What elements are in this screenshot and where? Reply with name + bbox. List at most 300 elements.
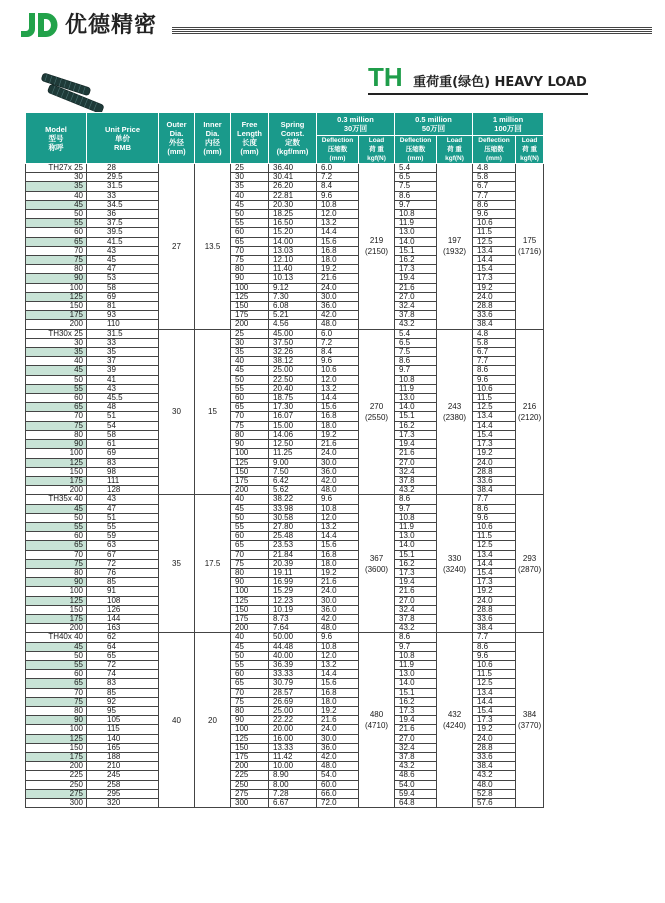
deflection-1m-cell: 9.6 xyxy=(473,513,516,522)
free-length-cell: 275 xyxy=(231,789,269,798)
deflection-0.3m-cell: 18.0 xyxy=(317,697,359,706)
deflection-0.3m-cell: 16.8 xyxy=(317,688,359,697)
spring-const-cell: 27.80 xyxy=(269,522,317,531)
deflection-0.3m-cell: 48.0 xyxy=(317,320,359,329)
deflection-1m-cell: 14.4 xyxy=(473,421,516,430)
spring-const-cell: 30.79 xyxy=(269,679,317,688)
price-cell: 108 xyxy=(87,596,159,605)
deflection-0.3m-cell: 21.6 xyxy=(317,716,359,725)
deflection-0.3m-cell: 13.2 xyxy=(317,522,359,531)
model-cell: 70 xyxy=(26,550,87,559)
model-cell: 225 xyxy=(26,771,87,780)
deflection-1m-cell: 12.5 xyxy=(473,679,516,688)
deflection-1m-cell: 19.2 xyxy=(473,283,516,292)
spring-spec-table xyxy=(25,112,544,808)
load-0.5m-cell xyxy=(437,329,473,495)
deflection-0.5m-cell: 37.8 xyxy=(395,476,437,485)
deflection-0.3m-cell: 19.2 xyxy=(317,568,359,577)
model-cell: 50 xyxy=(26,513,87,522)
table-row xyxy=(26,495,544,504)
price-cell: 165 xyxy=(87,743,159,752)
load-0.5m-cell-newton: (1932) xyxy=(442,247,467,257)
model-cell: 200 xyxy=(26,486,87,495)
deflection-1m-cell: 33.6 xyxy=(473,476,516,485)
header-line: Deflection xyxy=(478,137,510,144)
deflection-0.3m-cell: 21.6 xyxy=(317,274,359,283)
free-length-cell: 150 xyxy=(231,743,269,752)
load-0.3m-cell xyxy=(359,329,395,495)
deflection-1m-cell: 24.0 xyxy=(473,596,516,605)
load-0.3m-cell-newton: (2550) xyxy=(364,412,389,422)
model-cell: 200 xyxy=(26,320,87,329)
load-0.3m-cell-kgf: 270 xyxy=(369,401,384,411)
deflection-0.5m-cell: 11.9 xyxy=(395,384,437,393)
deflection-1m-cell: 19.2 xyxy=(473,587,516,596)
price-cell: 33 xyxy=(87,338,159,347)
spring-const-cell: 15.29 xyxy=(269,587,317,596)
free-length-cell: 40 xyxy=(231,495,269,504)
model-cell: 70 xyxy=(26,246,87,255)
deflection-0.3m-cell: 14.4 xyxy=(317,532,359,541)
price-cell: 83 xyxy=(87,458,159,467)
deflection-0.5m-cell: 15.1 xyxy=(395,246,437,255)
deflection-0.3m-cell: 13.2 xyxy=(317,660,359,669)
deflection-0.5m-cell: 9.7 xyxy=(395,200,437,209)
spring-const-cell: 10.19 xyxy=(269,605,317,614)
spring-const-cell: 21.84 xyxy=(269,550,317,559)
deflection-0.3m-cell: 24.0 xyxy=(317,725,359,734)
deflection-0.3m-cell: 9.6 xyxy=(317,633,359,642)
deflection-1m-cell: 17.3 xyxy=(473,716,516,725)
deflection-0.3m-cell: 7.2 xyxy=(317,173,359,182)
deflection-0.5m-cell: 5.4 xyxy=(395,164,437,173)
price-cell: 295 xyxy=(87,789,159,798)
model-cell: 60 xyxy=(26,670,87,679)
load-0.5m-cell-kgf: 432 xyxy=(447,710,462,720)
header-line: 30万回 xyxy=(343,124,368,133)
deflection-1m-cell: 52.8 xyxy=(473,789,516,798)
free-length-cell: 100 xyxy=(231,283,269,292)
header-line: 0.3 million xyxy=(337,115,374,124)
deflection-0.3m-cell: 42.0 xyxy=(317,311,359,320)
deflection-0.5m-cell: 7.5 xyxy=(395,182,437,191)
price-cell: 35 xyxy=(87,348,159,357)
deflection-0.5m-cell: 19.4 xyxy=(395,578,437,587)
free-length-cell: 50 xyxy=(231,513,269,522)
spring-const-cell: 40.00 xyxy=(269,651,317,660)
price-cell: 188 xyxy=(87,753,159,762)
deflection-1m-cell: 4.8 xyxy=(473,164,516,173)
deflection-0.3m-cell: 60.0 xyxy=(317,780,359,789)
model-cell: 50 xyxy=(26,210,87,219)
header-group-0.5m xyxy=(395,113,473,136)
price-cell: 47 xyxy=(87,504,159,513)
load-1m-cell xyxy=(516,633,544,808)
free-length-cell: 70 xyxy=(231,246,269,255)
header-line: (mm) xyxy=(329,155,346,162)
price-cell: 115 xyxy=(87,725,159,734)
model-cell: 45 xyxy=(26,366,87,375)
spring-const-cell: 7.64 xyxy=(269,624,317,633)
free-length-cell: 125 xyxy=(231,458,269,467)
free-length-cell: 60 xyxy=(231,228,269,237)
deflection-0.5m-cell: 7.5 xyxy=(395,348,437,357)
model-cell: 200 xyxy=(26,624,87,633)
deflection-1m-cell: 7.7 xyxy=(473,633,516,642)
deflection-0.5m-cell: 64.8 xyxy=(395,799,437,808)
deflection-0.3m-cell: 54.0 xyxy=(317,771,359,780)
price-cell: 51 xyxy=(87,412,159,421)
deflection-0.5m-cell: 27.0 xyxy=(395,596,437,605)
load-1m-cell xyxy=(516,495,544,633)
price-cell: 74 xyxy=(87,670,159,679)
header-outer-dia xyxy=(159,113,195,164)
model-cell: 75 xyxy=(26,559,87,568)
free-length-cell: 55 xyxy=(231,219,269,228)
spring-const-cell: 22.22 xyxy=(269,716,317,725)
model-cell: 50 xyxy=(26,651,87,660)
header-line: 0.5 million xyxy=(415,115,452,124)
spring-const-cell: 19.11 xyxy=(269,568,317,577)
spring-const-cell: 8.00 xyxy=(269,780,317,789)
deflection-0.5m-cell: 13.0 xyxy=(395,228,437,237)
spring-const-cell: 16.99 xyxy=(269,578,317,587)
deflection-1m-cell: 13.4 xyxy=(473,688,516,697)
deflection-0.3m-cell: 10.8 xyxy=(317,504,359,513)
deflection-0.5m-cell: 27.0 xyxy=(395,734,437,743)
deflection-1m-cell: 8.6 xyxy=(473,504,516,513)
price-cell: 39.5 xyxy=(87,228,159,237)
spring-const-cell: 13.03 xyxy=(269,246,317,255)
model-cell: 60 xyxy=(26,394,87,403)
load-0.5m-cell-newton: (2380) xyxy=(442,412,467,422)
deflection-0.3m-cell: 15.6 xyxy=(317,541,359,550)
deflection-0.5m-cell: 21.6 xyxy=(395,725,437,734)
load-1m-cell-kgf: 175 xyxy=(522,236,537,246)
outer-dia-cell: 27 xyxy=(159,164,195,330)
deflection-1m-cell: 12.5 xyxy=(473,237,516,246)
price-cell: 83 xyxy=(87,679,159,688)
free-length-cell: 75 xyxy=(231,256,269,265)
price-cell: 58 xyxy=(87,430,159,439)
spring-const-cell: 45.00 xyxy=(269,329,317,338)
deflection-1m-cell: 14.4 xyxy=(473,697,516,706)
model-cell: 150 xyxy=(26,743,87,752)
deflection-0.5m-cell: 13.0 xyxy=(395,670,437,679)
spring-const-cell: 50.00 xyxy=(269,633,317,642)
deflection-1m-cell: 38.4 xyxy=(473,762,516,771)
deflection-0.3m-cell: 8.4 xyxy=(317,348,359,357)
deflection-0.5m-cell: 43.2 xyxy=(395,624,437,633)
spring-const-cell: 23.53 xyxy=(269,541,317,550)
deflection-0.3m-cell: 8.4 xyxy=(317,182,359,191)
price-cell: 43 xyxy=(87,495,159,504)
header-line: 压缩数 xyxy=(484,146,504,153)
price-cell: 37 xyxy=(87,357,159,366)
deflection-1m-cell: 11.5 xyxy=(473,670,516,679)
deflection-0.3m-cell: 42.0 xyxy=(317,753,359,762)
price-cell: 85 xyxy=(87,578,159,587)
header-line: 50万回 xyxy=(421,124,446,133)
model-cell: 275 xyxy=(26,789,87,798)
deflection-0.5m-cell: 9.7 xyxy=(395,642,437,651)
outer-dia-cell: 30 xyxy=(159,329,195,495)
spring-const-cell: 15.00 xyxy=(269,421,317,430)
deflection-1m-cell: 38.4 xyxy=(473,486,516,495)
spring-const-cell: 25.00 xyxy=(269,366,317,375)
deflection-1m-cell: 8.6 xyxy=(473,200,516,209)
free-length-cell: 175 xyxy=(231,476,269,485)
header-line: 荷 重 xyxy=(447,146,462,153)
spring-const-cell: 30.58 xyxy=(269,513,317,522)
deflection-1m-cell: 7.7 xyxy=(473,357,516,366)
deflection-1m-cell: 33.6 xyxy=(473,614,516,623)
load-0.3m-cell-kgf: 367 xyxy=(369,553,384,563)
price-cell: 95 xyxy=(87,706,159,715)
price-cell: 163 xyxy=(87,624,159,633)
spring-const-cell: 10.13 xyxy=(269,274,317,283)
deflection-0.5m-cell: 17.3 xyxy=(395,706,437,715)
free-length-cell: 80 xyxy=(231,265,269,274)
header-line: 压缩数 xyxy=(327,146,348,153)
free-length-cell: 90 xyxy=(231,716,269,725)
deflection-0.5m-cell: 16.2 xyxy=(395,256,437,265)
model-cell: TH27x 25 xyxy=(26,164,87,173)
spring-const-cell: 18.75 xyxy=(269,394,317,403)
model-cell: 80 xyxy=(26,265,87,274)
deflection-0.3m-cell: 16.8 xyxy=(317,246,359,255)
free-length-cell: 60 xyxy=(231,670,269,679)
free-length-cell: 55 xyxy=(231,384,269,393)
free-length-cell: 55 xyxy=(231,660,269,669)
deflection-0.5m-cell: 48.6 xyxy=(395,771,437,780)
model-cell: 35 xyxy=(26,348,87,357)
free-length-cell: 55 xyxy=(231,522,269,531)
deflection-1m-cell: 24.0 xyxy=(473,458,516,467)
price-cell: 58 xyxy=(87,283,159,292)
header-line: (mm) xyxy=(486,155,502,162)
price-cell: 258 xyxy=(87,780,159,789)
deflection-1m-cell: 5.8 xyxy=(473,338,516,347)
outer-dia-cell: 35 xyxy=(159,495,195,633)
company-logo xyxy=(20,12,58,38)
deflection-1m-cell: 24.0 xyxy=(473,734,516,743)
deflection-0.3m-cell: 36.0 xyxy=(317,605,359,614)
deflection-0.3m-cell: 12.0 xyxy=(317,210,359,219)
model-cell: 175 xyxy=(26,614,87,623)
spring-const-cell: 20.40 xyxy=(269,384,317,393)
spring-const-cell: 26.69 xyxy=(269,697,317,706)
model-cell: 175 xyxy=(26,476,87,485)
deflection-1m-cell: 9.6 xyxy=(473,210,516,219)
deflection-0.3m-cell: 18.0 xyxy=(317,256,359,265)
header-line: 称呼 xyxy=(48,142,64,152)
deflection-0.5m-cell: 19.4 xyxy=(395,440,437,449)
free-length-cell: 70 xyxy=(231,550,269,559)
price-cell: 105 xyxy=(87,716,159,725)
deflection-0.5m-cell: 43.2 xyxy=(395,762,437,771)
free-length-cell: 65 xyxy=(231,679,269,688)
deflection-1m-cell: 28.8 xyxy=(473,467,516,476)
deflection-1m-cell: 17.3 xyxy=(473,440,516,449)
deflection-1m-cell: 17.3 xyxy=(473,274,516,283)
price-cell: 72 xyxy=(87,660,159,669)
load-1m-cell-kgf: 293 xyxy=(522,553,537,563)
inner-dia-cell: 13.5 xyxy=(195,164,231,330)
deflection-1m-cell: 5.8 xyxy=(473,173,516,182)
deflection-0.5m-cell: 14.0 xyxy=(395,403,437,412)
series-code: TH xyxy=(368,62,403,92)
deflection-0.5m-cell: 43.2 xyxy=(395,486,437,495)
load-0.5m-cell xyxy=(437,495,473,633)
free-length-cell: 65 xyxy=(231,403,269,412)
price-cell: 128 xyxy=(87,486,159,495)
deflection-0.3m-cell: 21.6 xyxy=(317,578,359,587)
model-cell: 75 xyxy=(26,256,87,265)
load-0.5m-cell-newton: (3240) xyxy=(442,564,467,574)
deflection-0.3m-cell: 21.6 xyxy=(317,440,359,449)
free-length-cell: 250 xyxy=(231,780,269,789)
deflection-0.5m-cell: 17.3 xyxy=(395,568,437,577)
price-cell: 45.5 xyxy=(87,394,159,403)
price-cell: 210 xyxy=(87,762,159,771)
spring-const-cell: 9.00 xyxy=(269,458,317,467)
deflection-1m-cell: 8.6 xyxy=(473,366,516,375)
deflection-0.5m-cell: 54.0 xyxy=(395,780,437,789)
price-cell: 43 xyxy=(87,246,159,255)
load-0.3m-cell xyxy=(359,633,395,808)
price-cell: 144 xyxy=(87,614,159,623)
free-length-cell: 150 xyxy=(231,605,269,614)
header-group-0.3m xyxy=(317,113,395,136)
deflection-1m-cell: 28.8 xyxy=(473,605,516,614)
header-line: Outer xyxy=(166,120,187,129)
deflection-0.5m-cell: 11.9 xyxy=(395,219,437,228)
deflection-0.3m-cell: 9.6 xyxy=(317,495,359,504)
deflection-0.3m-cell: 18.0 xyxy=(317,421,359,430)
free-length-cell: 25 xyxy=(231,329,269,338)
deflection-0.5m-cell: 37.8 xyxy=(395,614,437,623)
deflection-1m-cell: 15.4 xyxy=(473,706,516,715)
free-length-cell: 70 xyxy=(231,412,269,421)
price-cell: 126 xyxy=(87,605,159,614)
price-cell: 45 xyxy=(87,256,159,265)
deflection-1m-cell: 28.8 xyxy=(473,743,516,752)
price-cell: 29.5 xyxy=(87,173,159,182)
deflection-0.5m-cell: 6.5 xyxy=(395,338,437,347)
price-cell: 81 xyxy=(87,302,159,311)
deflection-1m-cell: 15.4 xyxy=(473,430,516,439)
model-cell: 60 xyxy=(26,532,87,541)
spring-const-cell: 16.50 xyxy=(269,219,317,228)
free-length-cell: 35 xyxy=(231,348,269,357)
deflection-0.3m-cell: 12.0 xyxy=(317,651,359,660)
deflection-1m-cell: 9.6 xyxy=(473,651,516,660)
deflection-0.3m-cell: 72.0 xyxy=(317,799,359,808)
price-cell: 51 xyxy=(87,513,159,522)
header-line: kgf(N) xyxy=(445,155,464,162)
header-line: 荷 重 xyxy=(522,146,537,153)
price-cell: 69 xyxy=(87,449,159,458)
free-length-cell: 100 xyxy=(231,449,269,458)
free-length-cell: 75 xyxy=(231,421,269,430)
header-line: Dia. xyxy=(205,129,220,138)
load-1m-cell-kgf: 384 xyxy=(522,710,537,720)
deflection-1m-cell: 48.0 xyxy=(473,780,516,789)
deflection-0.3m-cell: 19.2 xyxy=(317,706,359,715)
model-cell: 200 xyxy=(26,762,87,771)
deflection-0.3m-cell: 10.8 xyxy=(317,642,359,651)
price-cell: 110 xyxy=(87,320,159,329)
deflection-0.5m-cell: 15.1 xyxy=(395,688,437,697)
deflection-0.5m-cell: 14.0 xyxy=(395,237,437,246)
header-line: 型号 xyxy=(48,133,64,143)
header-line: Load xyxy=(521,137,538,144)
deflection-0.3m-cell: 24.0 xyxy=(317,449,359,458)
deflection-0.3m-cell: 36.0 xyxy=(317,743,359,752)
deflection-0.5m-cell: 32.4 xyxy=(395,743,437,752)
free-length-cell: 300 xyxy=(231,799,269,808)
header-line: Inner xyxy=(203,120,222,129)
deflection-0.5m-cell: 21.6 xyxy=(395,283,437,292)
spring-const-cell: 16.00 xyxy=(269,734,317,743)
deflection-0.5m-cell: 15.1 xyxy=(395,550,437,559)
header-line: (kgf/mm) xyxy=(276,147,309,156)
deflection-0.5m-cell: 59.4 xyxy=(395,789,437,798)
free-length-cell: 40 xyxy=(231,191,269,200)
deflection-0.3m-cell: 10.6 xyxy=(317,366,359,375)
deflection-1m-cell: 11.5 xyxy=(473,394,516,403)
model-cell: 150 xyxy=(26,302,87,311)
header-line: 内径 xyxy=(205,138,220,147)
deflection-0.5m-cell: 5.4 xyxy=(395,329,437,338)
spring-const-cell: 7.50 xyxy=(269,467,317,476)
model-cell: 90 xyxy=(26,274,87,283)
deflection-0.3m-cell: 15.6 xyxy=(317,237,359,246)
deflection-0.3m-cell: 48.0 xyxy=(317,762,359,771)
deflection-0.3m-cell: 48.0 xyxy=(317,624,359,633)
spring-const-cell: 11.42 xyxy=(269,753,317,762)
deflection-0.3m-cell: 7.2 xyxy=(317,338,359,347)
deflection-0.3m-cell: 19.2 xyxy=(317,265,359,274)
header-line: Length xyxy=(237,129,262,138)
header-deflection xyxy=(395,136,437,164)
price-cell: 91 xyxy=(87,587,159,596)
free-length-cell: 200 xyxy=(231,320,269,329)
price-cell: 85 xyxy=(87,688,159,697)
deflection-0.5m-cell: 8.6 xyxy=(395,191,437,200)
load-0.5m-cell-newton: (4240) xyxy=(442,721,467,731)
deflection-1m-cell: 11.5 xyxy=(473,532,516,541)
header-load xyxy=(359,136,395,164)
free-length-cell: 40 xyxy=(231,633,269,642)
load-0.5m-cell xyxy=(437,164,473,330)
free-length-cell: 200 xyxy=(231,486,269,495)
model-cell: 125 xyxy=(26,596,87,605)
model-cell: 55 xyxy=(26,522,87,531)
header-line: kgf(N) xyxy=(367,155,386,162)
price-cell: 37.5 xyxy=(87,219,159,228)
deflection-1m-cell: 10.6 xyxy=(473,522,516,531)
header-inner-dia xyxy=(195,113,231,164)
deflection-0.5m-cell: 8.6 xyxy=(395,633,437,642)
deflection-0.3m-cell: 30.0 xyxy=(317,596,359,605)
header-line: Dia. xyxy=(169,129,184,138)
deflection-0.5m-cell: 17.3 xyxy=(395,265,437,274)
spring-const-cell: 20.39 xyxy=(269,559,317,568)
spring-const-cell: 25.00 xyxy=(269,706,317,715)
spring-const-cell: 9.12 xyxy=(269,283,317,292)
